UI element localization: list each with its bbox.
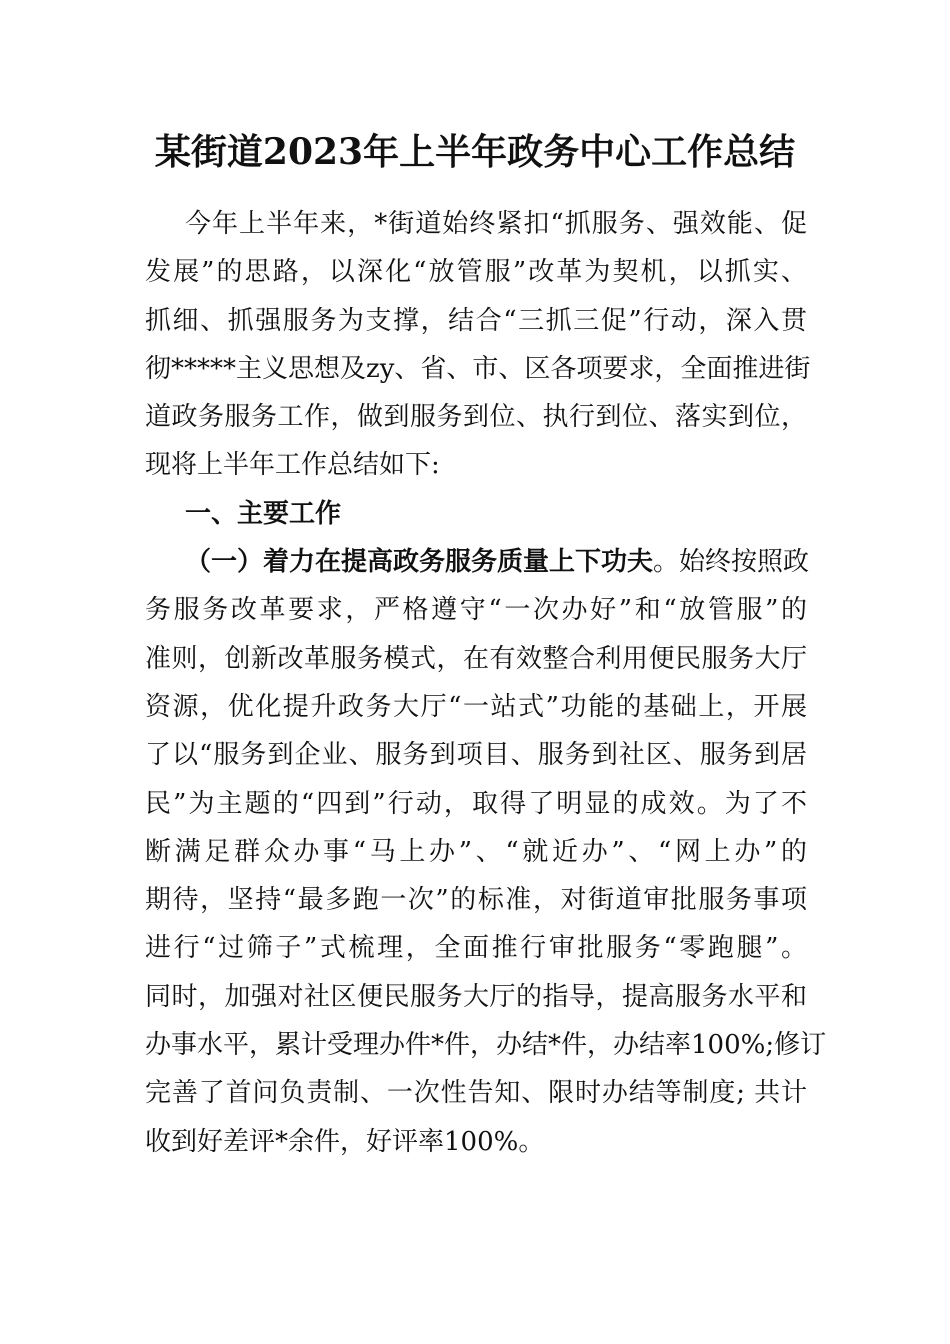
paragraph-line: 期待，坚持“最多跑一次”的标准，对街道审批服务事项 xyxy=(145,885,807,916)
intro-line: 道政务服务工作，做到服务到位、执行到位、落实到位， xyxy=(145,402,807,433)
paragraph-line: 务服务改革要求，严格遵守“一次办好”和“放管服”的 xyxy=(145,595,807,626)
intro-line: 抓细、抓强服务为支撑，结合“三抓三促”行动，深入贯 xyxy=(145,305,807,336)
intro-line: 现将上半年工作总结如下: xyxy=(145,450,440,481)
subsection-first-line xyxy=(145,538,810,586)
paragraph-line: 收到好差评*余件，好评率100%。 xyxy=(145,1126,545,1157)
paragraph-line: 了以“服务到企业、服务到项目、服务到社区、服务到居 xyxy=(145,740,807,771)
paragraph-line: 办事水平，累计受理办件*件，办结*件，办结率100%;修订 xyxy=(145,1030,827,1061)
subsection-heading: （一）着力在提高政务服务质量上下功夫 xyxy=(185,547,654,578)
paragraph-line: 资源，优化提升政务大厅“一站式”功能的基础上，开展 xyxy=(145,691,807,722)
paragraph-line: 同时，加强对社区便民服务大厅的指导，提高服务水平和 xyxy=(145,981,807,1012)
paragraph-line: 准则，创新改革服务模式，在有效整合利用便民服务大厅 xyxy=(145,643,807,674)
paragraph-line: 断满足群众办事“马上办”、“就近办”、“网上办”的 xyxy=(145,836,807,867)
paragraph-line: 民”为主题的“四到”行动，取得了明显的成效。为了不 xyxy=(145,788,807,819)
intro-line: 彻*****主义思想及zy、省、市、区各项要求，全面推进街 xyxy=(145,353,811,384)
section-heading: 一、主要工作 xyxy=(185,498,342,529)
paragraph-line: 完善了首问负责制、一次性告知、限时办结等制度; 共计 xyxy=(145,1078,807,1109)
subsection-first-line-text: 。始终按照政 xyxy=(653,547,810,578)
document-title: 某街道2023年上半年政务中心工作总结 xyxy=(154,131,796,173)
intro-line: 今年上半年来，*街道始终紧扣“抓服务、强效能、促 xyxy=(185,209,807,239)
document-body xyxy=(145,200,827,1166)
intro-line: 发展”的思路，以深化“放管服”改革为契机，以抓实、 xyxy=(145,257,807,288)
paragraph-line: 进行“过筛子”式梳理，全面推行审批服务“零跑腿”。 xyxy=(145,933,807,964)
